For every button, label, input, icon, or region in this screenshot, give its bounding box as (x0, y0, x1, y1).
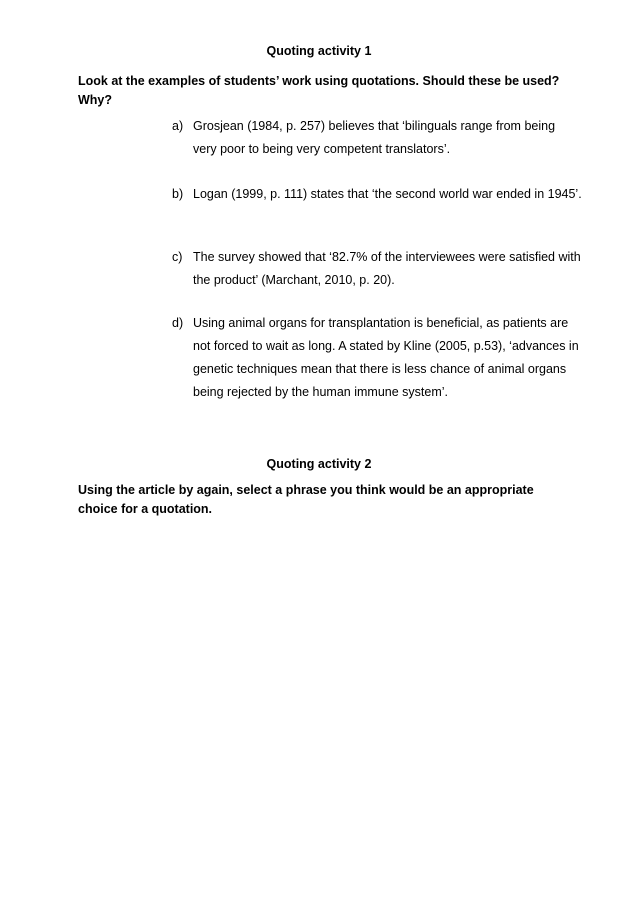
list-item-text: Using animal organs for transplantation is beneficial, as patients are not forced to wait as long. A stated by Kline (2005, p.53), ‘advances in genetic techniques mean that there is less chance of animal organs being rejected by the human immune system’. (193, 316, 579, 399)
activity-1-title: Quoting activity 1 (266, 44, 372, 58)
list-item-text: The survey showed that ‘82.7% of the interviewees were satisfied with the product’ (Marchant, 2010, p. 20). (193, 250, 581, 287)
list-item (172, 312, 582, 404)
list-item-letter: a) (172, 119, 184, 133)
activity-2-title: Quoting activity 2 (266, 457, 372, 471)
list-item-letter: b) (172, 187, 184, 201)
activity-1-instruction: Look at the examples of students’ work using quotations. Should these be used? Why? (78, 74, 560, 107)
list-item-text: Logan (1999, p. 111) states that ‘the second world war ended in 1945’. (193, 187, 582, 201)
list-item-letter: c) (172, 250, 183, 264)
activity-2-instruction: Using the article by again, select a phrase you think would be an appropriate choice for a quotation. (78, 483, 534, 516)
list-item-letter: d) (172, 316, 184, 330)
list-item-text: Grosjean (1984, p. 257) believes that ‘bilinguals range from being very poor to being very competent translators’. (193, 119, 556, 156)
list-item (172, 246, 582, 292)
list-item (172, 115, 582, 161)
list-item (172, 183, 582, 206)
